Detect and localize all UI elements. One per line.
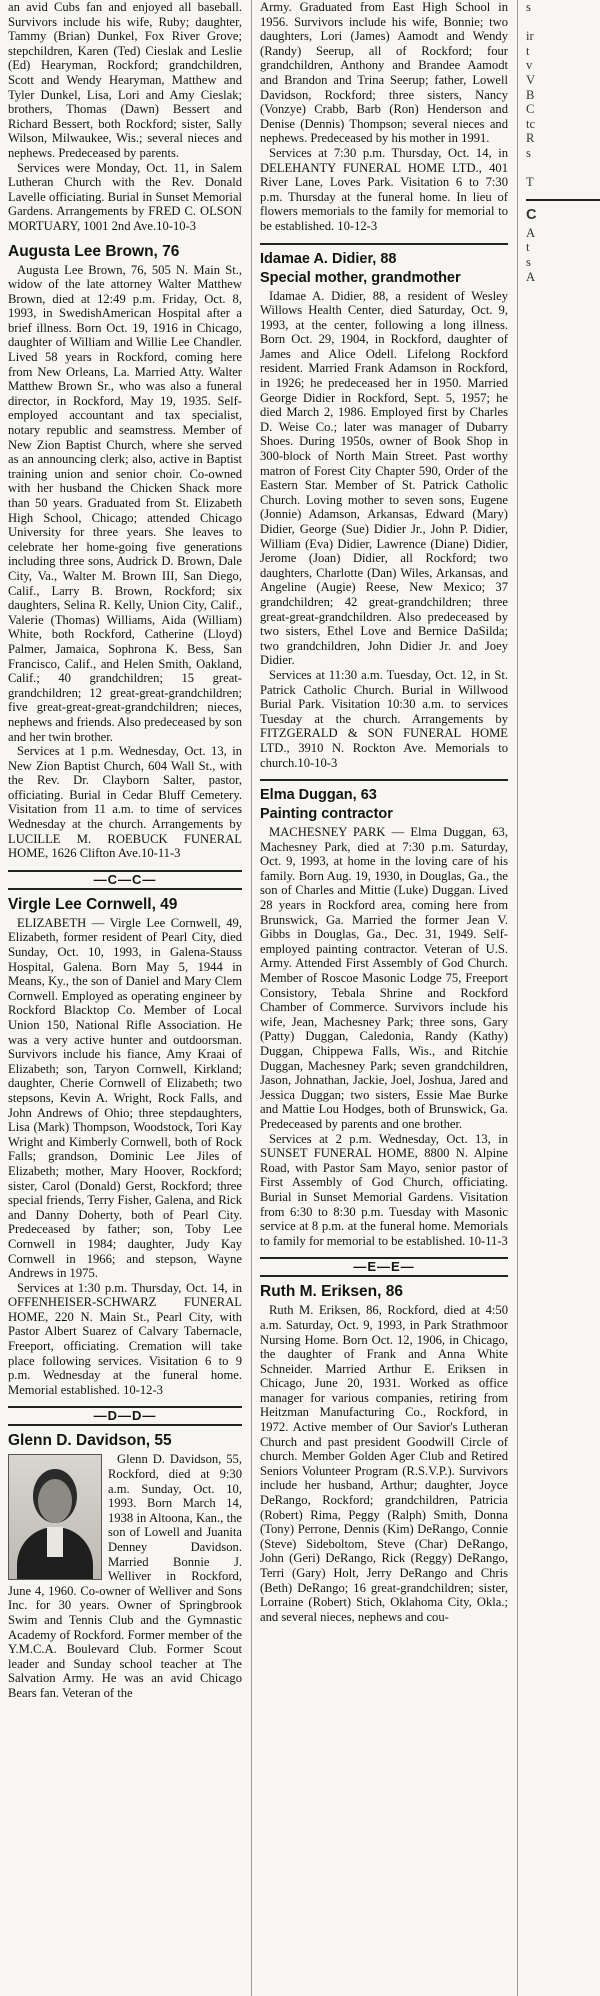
obituary-body: ELIZABETH — Virgle Lee Cornwell, 49, Elizabeth, former resident of Pearl City, died Sunday, Oct. 10, 1993, in Galena-Stauss Hospital, Galena. Born May 5, 1944 in Means, Ky., the son of Daniel and Mary Clem Cornwell. Employed as operating engineer by Rockford Blacktop Co. Member of Local Union 150, National Rifle Association. He was a very active hunter and outdoorsman. Survivors include his fiance, Amy Kraai of Elizabeth; son, Taryon Cornwell, Kirkland; daughter, Cherie Cornwell of Elizabeth; two stepsons, Kevin A. Wright, Rock Falls, and John Andrews of Ohio; three stepdaughters, Lisa (Mark) Thompson, Woodstock, Tori Kay Wright and Kimberly Cornwell, both of Rock Falls; grandson, Dominic Lee Jiles of Elizabeth; mother, Mary Hoover, Rockford; sister, Carol (Donald) Gerst, Rockford; three special friends, Terry Fisher, Galena, and Rick and Danny Doherty, both of Pearl City. Predeceased by father; son, Toby Lee Cornwell in 1984; daughter, Judy Kay Cornwell in 1966; and stepson, Wayne Andrews in 1975. (8, 915, 242, 1281)
fragment-line (526, 15, 600, 30)
obituary-heading: Augusta Lee Brown, 76 (8, 242, 180, 260)
obituary-body: Glenn D. Davidson, 55, Rockford, died at 9:30 a.m. Sunday, Oct. 10, 1993. Born March 14, 1938 in Altoona, Kan., the son of Lowell and Juanita Denney Davidson. Married Bonnie J. Welliver in Rockford, June 4, 1960. Co-owner of Welliver and Sons Inc. for 30 years. Owner of Springbrook Swim and Tennis Club and the Gymnastic Academy of Rockford. Former member of the Y.M.C.A. Boulevard Club. Former Scout leader and Sunday school teacher at The Salvation Army. He was an avid Chicago Bears fan. Veteran of the (8, 1452, 242, 1700)
fragment-line (526, 161, 600, 176)
fragment-line: tc (526, 116, 536, 131)
left-page-margin (0, 0, 6, 1996)
fragment-heading: C (526, 206, 537, 223)
obituary-body: MACHESNEY PARK — Elma Duggan, 63, Machesney Park, died at 7:30 p.m. Saturday, Oct. 9, 1993, at home in the loving care of his family. Born Aug. 19, 1930, in Douglas, Ga., the son of Charles and Mittie (Luke) Duggan. Lived 28 years in Rockford area, coming here from Brunswick, Ga. Married the former Jean V. Gibbs in Douglas, Ga., Dec. 31, 1949. Self-employed painting contractor. Veteran of U.S. Army. Attended First Assembly of God Church. Member of Roscoe Masonic Lodge 75, Freeport Consistory, Tebala Shrine and Rockford Chamber of Commerce. Survivors include his wife, Jean, Machesney Park; three sons, Gary (Patty) Duggan, Caledonia, Randy (Kathy) Duggan, Chippewa Falls, Wis., and Ritchie Duggan, Machesney Park; seven grandchildren, Jason, Johnathan, Jackie, Joel, Joshua, Jared and Jessica Duggan; two sisters, Essie Mae Burke and Mattie Lou Hodges, both of Brunswick, Ga. Predeceased by parents and one brother. (260, 825, 508, 1131)
column-rule-2 (517, 0, 518, 1996)
fragment-lines-top (526, 0, 600, 190)
obituary-didier (260, 251, 508, 771)
intro-services: Services at 7:30 p.m. Thursday, Oct. 14, in DELEHANTY FUNERAL HOME LTD., 401 River Lane, Loves Park. Visitation 6 to 7:30 p.m. Thursday at the funeral home. In lieu of flowers memorials to the family for memorial to be established. 10-12-3 (260, 145, 508, 233)
intro-paragraph: an avid Cubs fan and enjoyed all baseball. Survivors include his wife, Ruby; daughter, Tammy (Brian) Dunkel, Fox River Grove; stepchildren, Karen (Ted) Cieslak and Leslie (Ed) Hearyman, Rockford; grandchildren, Scott and Wendy Hearyman, Matthew and Tyler Dunkel, Lisa, Lori and Amy Cieslak; brothers, Thomas (Dawn) Bessert and Richard Bessert, both Rockford; sister, Sally Wilson, Milwaukee, Wis.; several nieces and nephews. Predeceased by parents. (8, 0, 242, 160)
fragment-line: t (526, 240, 530, 255)
section-letter-d: —D—D— (8, 1406, 242, 1426)
obituary-davidson (8, 1432, 242, 1700)
fragment-line: t (526, 43, 530, 58)
column-right-fragment (526, 0, 600, 1996)
obituary-heading: Ruth M. Eriksen, 86 (260, 1283, 403, 1301)
fragment-line: A (526, 269, 536, 284)
column-left (8, 0, 242, 1996)
portrait-photo (8, 1454, 102, 1580)
fragment-line: C (526, 102, 535, 117)
section-letter-e: —E—E— (260, 1257, 508, 1277)
fragment-line: T (526, 175, 534, 190)
obituary-services: Services at 1:30 p.m. Thursday, Oct. 14, in OFFENHEISER-SCHWARZ FUNERAL HOME, 220 N. Main St., Pearl City, with Pastor Albert Suarez of Calvary Tabernacle, Freeport, officiating. Cremation will take place following services. Visitation 6 to 9 p.m. Wednesday at the funeral home. Memorial established. 10-12-3 (8, 1280, 242, 1397)
fragment-line: ir (526, 29, 534, 44)
obituary-subheading: Special mother, grandmother (260, 269, 461, 286)
intro-services: Services were Monday, Oct. 11, in Salem Lutheran Church with the Rev. Donald Lavelle officiating. Burial in Sunset Memorial Gardens. Arrangements by FRED C. OLSON MORTUARY, 1001 2nd Ave.10-10-3 (8, 160, 242, 233)
obituary-services: Services at 1 p.m. Wednesday, Oct. 13, in New Zion Baptist Church, 604 Wall St., with the Rev. Dr. Clayborn Salter, pastor, officiating. Burial in Cedar Bluff Cemetery. Visitation from 11 a.m. to time of services Wednesday at the church. Arrangements by LUCILLE M. ROEBUCK FUNERAL HOME, 1626 Clifton Ave.10-11-3 (8, 744, 242, 861)
obituary-body: Ruth M. Eriksen, 86, Rockford, died at 4:50 a.m. Saturday, Oct. 9, 1993, in Park Strathmoor Nursing Home. Born Oct. 12, 1906, in Chicago, the daughter of Frank and Anna White Schneider. Married Arthur E. Eriksen in Chicago, June 20, 1931. Worked as office manager for various companies, retiring from Heitzman Manufacturing Co., Rockford, in 1972. Active member of Our Savior's Lutheran Church and past president Goodwill Circle of church. Member Golden Ager Club and Retired Seniors Volunteer Program (R.S.V.P.). Survivors include her husband, Arthur; daughter, Joyce DeRango, Rockford; grandchildren, Patricia (Robert) Rima, Peggy (Ralph) Smith, Donna (Tony) Perrone, Dennis (Kim) DeRango, Connie (Steve) Sideboltom, Steve (Char) DeRango, John (Geri) DeRango, Rick (Reggy) DeRango, Terri (Gary) Holt, Jerry DeRango and Chris (Beth) DeRango; 16 great-grandchildren; sister, Lorraine (Robert) Stich, Oklahoma City, Okla.; and several nieces, nephews and cou- (260, 1303, 508, 1624)
obituary-services: Services at 11:30 a.m. Tuesday, Oct. 12, in St. Patrick Catholic Church. Burial in Willwood Burial Park. Visitation 10:30 a.m. to services Tuesday at the church. Arrangements by FITZGERALD & SON FUNERAL HOME LTD., 3910 N. Rockton Ave. Memorials to church.10-10-3 (260, 667, 508, 770)
obituary-brown (8, 243, 242, 861)
obituary-cornwell (8, 896, 242, 1398)
obituary-heading: Idamae A. Didier, 88 (260, 250, 397, 267)
fragment-line: s (526, 254, 531, 269)
fragment-line: s (526, 0, 531, 14)
intro-paragraph: Army. Graduated from East High School in 1956. Survivors include his wife, Bonnie; two daughters, Lori (James) Aamodt and Wendy (Randy) Seerup, all of Rockford; four grandchildren, Anthony and Brandee Aamodt and Brandon and Trina Seerup; father, Lowell Davidson, Rockford; three sisters, Nancy (Vonzye) Crabb, Barb (Ron) Henderson and Denise (Dennis) Thompson; several nieces and nephews. Predeceased by his mother in 1991. (260, 0, 508, 146)
obituary-subheading: Painting contractor (260, 806, 393, 823)
fragment-line: V (526, 72, 536, 87)
fragment-line: B (526, 87, 535, 102)
fragment-lines-after (526, 226, 600, 284)
fragment-line: s (526, 145, 531, 160)
fragment-line: A (526, 225, 536, 240)
section-letter-c: —C—C— (8, 870, 242, 890)
obituary-heading: Glenn D. Davidson, 55 (8, 1432, 172, 1450)
obituary-separator (260, 243, 508, 245)
obituary-body: Idamae A. Didier, 88, a resident of Wesley Willows Health Center, died Saturday, Oct. 9, 1993, at the center, following a long illness. Born Oct. 29, 1904, in Rockford, daughter of James and Alice Odell. Lifelong Rockford resident. Married Frank Adamson in Rockford, in 1926; he predeceased her in 1950. Married George Didier in Rockford, Sept. 5, 1957; he died March 2, 1986. Employed first by Charles D. Weise Co.; later was manager of Dubarry Shoes. During 1950s, owner of Book Shop in 300-block of North Main Street. Past worthy matron of Forest City Chapter 590, Order of the Eastern Star. Member of St. Patrick Catholic Church. Loving mother to seven sons, Eugene (Jonnie) Adamson, Arkansas, Edward (Mary) Didier, George (Sue) Didier Jr., John P. Didier, William (Eva) Didier, Lawrence (Diane) Didier, Jerome (Joan) Didier, all Rockford; two daughters, Charlotte (Dan) Wiles, Arkansas, and Angeline (Augie) Reese, New Mexico; 37 grandchildren; 42 great-grandchildren; three great-great-grandchildren. Also predeceased by two sisters, Ethel Love and Bernice DaSilda; two grandchildren, John Didier Jr. and Joey Didier. (260, 288, 508, 668)
column-middle (260, 0, 508, 1996)
obituary-heading: Virgle Lee Cornwell, 49 (8, 895, 178, 913)
obituary-services: Services at 2 p.m. Wednesday, Oct. 13, in SUNSET FUNERAL HOME, 8800 N. Alpine Road, with Pastor Sam Mayo, senior pastor of First Assembly of God Church, officiating. Burial in Sunset Memorial Gardens. Visitation from 6:30 to 8:30 p.m. Tuesday with Masonic service at 8 p.m. at the funeral home. Memorials to family for memorial to be established. 10-11-3 (260, 1131, 508, 1248)
obituary-heading: Elma Duggan, 63 (260, 787, 377, 804)
fragment-line: v (526, 58, 533, 73)
column-rule-1 (251, 0, 252, 1996)
fragment-line: R (526, 131, 535, 146)
obituary-eriksen (260, 1283, 508, 1624)
obituary-separator (260, 779, 508, 781)
obituary-duggan (260, 787, 508, 1248)
fragment-separator (526, 199, 600, 201)
obituary-body: Augusta Lee Brown, 76, 505 N. Main St., widow of the late attorney Walter Matthew Brown, died at 12:49 p.m. Friday, Oct. 8, 1993, in SwedishAmerican Hospital after a brief illness. Born Oct. 19, 1916 in Chicago, daughter of William and Willie Lee Chandler. Lived 58 years in Rockford, coming here from New Orleans, La. Married Atty. Walter Matthew Brown Sr., who was also a funeral director, in Rockford, May 19, 1935. Self-employed accountant and tax specialist, notary republic and seamstress. Member of New Zion Baptist Church, where she served as an announcing clerk; also, active in Baptist training union and senior choir. Co-owned with her husband the Chicken Shack more than 50 years. Graduated from St. Elizabeth High School, Chicago; attended Chicago University for three years. She leaves to celebrate her home-going five generations including three sons, Audrick D. Brown, Dale City, Va., Walter M. Brown III, San Diego, Calif., Larry B. Brown, Rockford; six daughters, Selina R. Kelly, Union City, Calif., Valerie (Thomas) Williams, Aida (William) White, both Rockford, Catherine (Lloyd) Palmer, Jamaica, Sophrona K. Bess, San Francisco, Calif., and Helen Smith, Oakland, Calif.; 40 grandchildren; 15 great-grandchildren; 12 great-great-grandchildren; five great-great-great-grandchildren; nieces, nephews and friends. Also predeceased by son and her twin brother. (8, 262, 242, 744)
